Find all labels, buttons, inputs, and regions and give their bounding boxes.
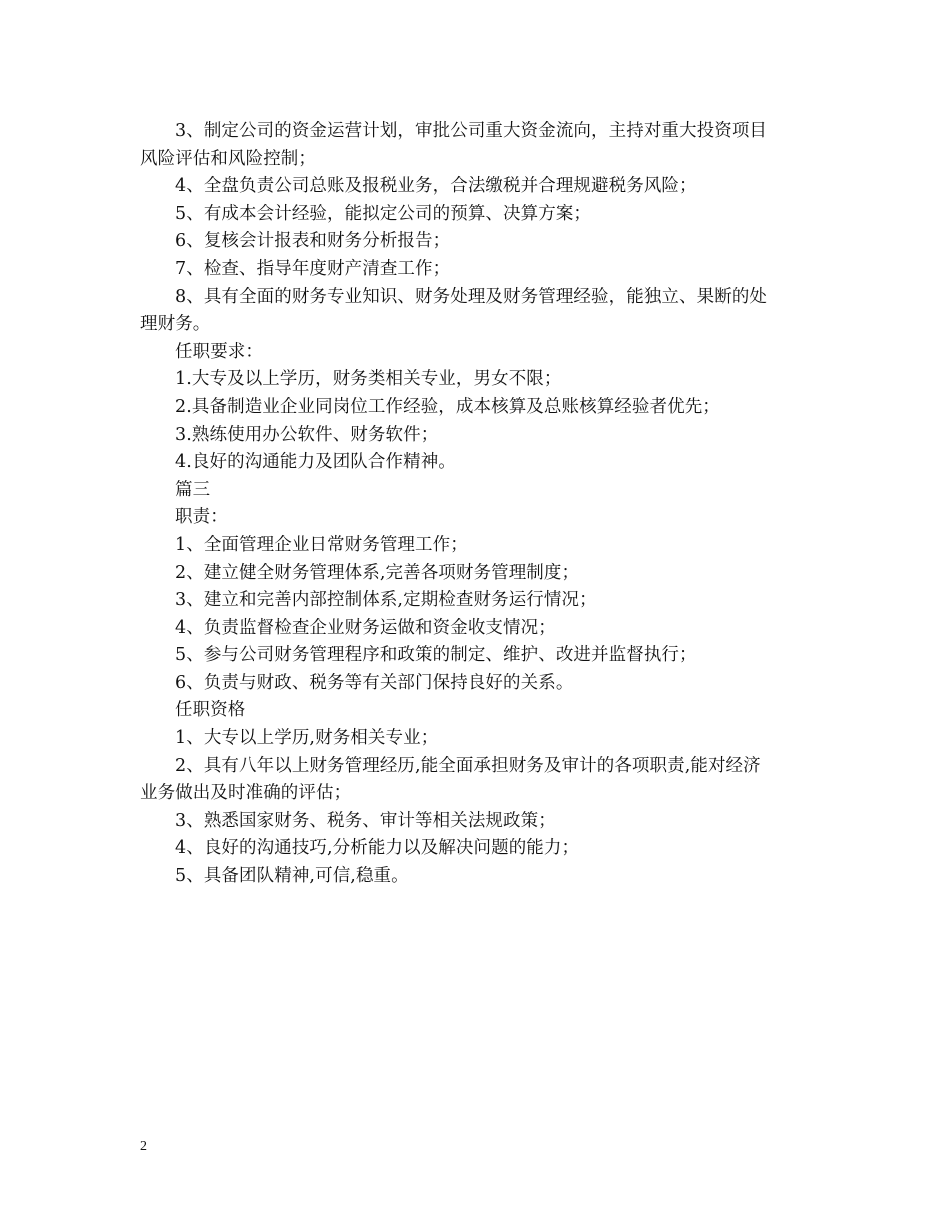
text-line: 6、负责与财政、税务等有关部门保持良好的关系。 bbox=[175, 672, 574, 693]
text-line: 3.熟练使用办公软件、财务软件； bbox=[175, 424, 439, 445]
text-line: 2.具备制造业企业同岗位工作经验，成本核算及总账核算经验者优先； bbox=[175, 396, 720, 417]
text-line: 风险评估和风险控制； bbox=[140, 148, 316, 169]
text-line: 4、负责监督检查企业财务运做和资金收支情况； bbox=[175, 617, 556, 638]
text-line: 职责： bbox=[175, 507, 228, 528]
document-body bbox=[140, 118, 812, 891]
text-line: 1.大专及以上学历，财务类相关专业，男女不限； bbox=[175, 369, 562, 390]
text-line: 8、具有全面的财务专业知识、财务处理及财务管理经验，能独立、果断的处 bbox=[175, 286, 768, 307]
text-line: 2、建立健全财务管理体系,完善各项财务管理制度； bbox=[175, 562, 580, 583]
page-number: 2 bbox=[140, 1139, 147, 1154]
text-line: 1、大专以上学历,财务相关专业； bbox=[175, 728, 439, 749]
text-line: 1、全面管理企业日常财务管理工作； bbox=[175, 534, 468, 555]
text-line: 7、检查、指导年度财产清查工作； bbox=[175, 258, 451, 279]
text-line: 4.良好的沟通能力及团队合作精神。 bbox=[175, 452, 456, 473]
text-line: 5、具备团队精神,可信,稳重。 bbox=[175, 866, 409, 887]
text-line: 理财务。 bbox=[140, 314, 211, 335]
text-line: 篇三 bbox=[175, 479, 211, 500]
text-line: 5、有成本会计经验，能拟定公司的预算、决算方案； bbox=[175, 203, 592, 224]
text-line: 任职资格 bbox=[175, 700, 246, 721]
text-line: 任职要求： bbox=[175, 341, 263, 362]
text-line: 5、参与公司财务管理程序和政策的制定、维护、改进并监督执行； bbox=[175, 645, 697, 666]
text-line: 2、具有八年以上财务管理经历,能全面承担财务及审计的各项职责,能对经济 bbox=[175, 755, 761, 776]
text-line: 3、建立和完善内部控制体系,定期检查财务运行情况； bbox=[175, 590, 597, 611]
text-line: 3、制定公司的资金运营计划，审批公司重大资金流向，主持对重大投资项目 bbox=[175, 121, 768, 141]
text-line: 4、全盘负责公司总账及报税业务，合法缴税并合理规避税务风险； bbox=[175, 176, 697, 197]
text-line: 业务做出及时准确的评估； bbox=[140, 783, 352, 804]
text-line: 6、复核会计报表和财务分析报告； bbox=[175, 231, 451, 252]
text-line: 3、熟悉国家财务、税务、审计等相关法规政策； bbox=[175, 810, 556, 831]
text-line: 4、良好的沟通技巧,分析能力以及解决问题的能力； bbox=[175, 838, 580, 859]
